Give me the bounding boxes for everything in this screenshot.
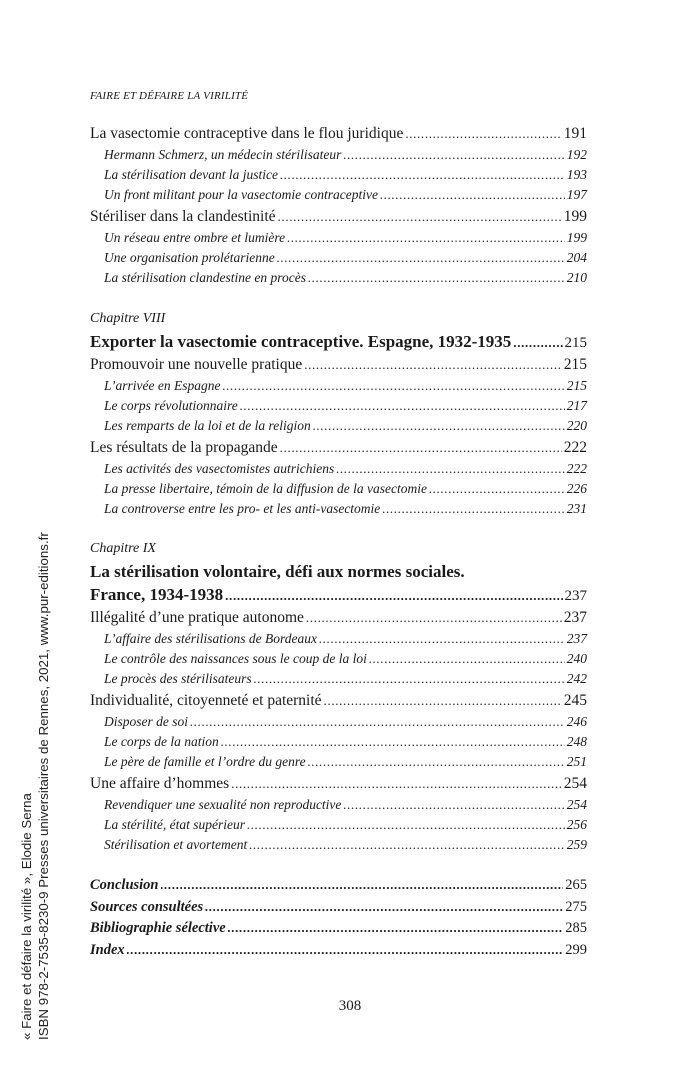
toc-subentry[interactable] <box>90 795 587 815</box>
toc-section <box>90 538 587 855</box>
toc-entry[interactable] <box>90 939 587 961</box>
entry-page: 215 <box>566 378 587 393</box>
dot-leader <box>304 353 562 376</box>
entry-page: 210 <box>566 270 587 285</box>
toc-entry[interactable] <box>90 436 587 459</box>
dot-leader <box>221 732 565 752</box>
toc-subentry[interactable] <box>90 712 587 732</box>
entry-page: 237 <box>563 609 587 626</box>
dot-leader <box>240 396 565 416</box>
dot-leader <box>249 835 565 855</box>
entry-page: 222 <box>563 439 587 456</box>
entry-title: France, 1934-1938 <box>90 585 224 604</box>
toc-entry[interactable] <box>90 874 587 896</box>
dot-leader <box>287 228 565 248</box>
entry-page: 193 <box>566 167 587 182</box>
entry-title: Un réseau entre ombre et lumière <box>104 230 286 245</box>
running-head: FAIRE ET DÉFAIRE LA VIRILITÉ <box>90 90 249 102</box>
entry-title: Une affaire d’hommes <box>90 775 230 792</box>
toc-subentry[interactable] <box>90 145 587 165</box>
toc-entry[interactable] <box>90 896 587 918</box>
toc-subentry[interactable] <box>90 396 587 416</box>
entry-page: 217 <box>566 398 587 413</box>
page-number: 308 <box>338 998 362 1014</box>
dot-leader <box>228 917 564 940</box>
table-of-contents <box>90 122 587 979</box>
dot-leader <box>429 479 565 499</box>
dot-leader <box>161 874 564 897</box>
toc-subentry[interactable] <box>90 459 587 479</box>
entry-title: La stérilisation clandestine en procès <box>104 270 306 285</box>
entry-page: 275 <box>565 898 587 915</box>
toc-subentry[interactable] <box>90 499 587 519</box>
entry-page: 251 <box>566 754 587 769</box>
toc-subentry[interactable] <box>90 416 587 436</box>
entry-page: 199 <box>566 230 587 245</box>
dot-leader <box>380 185 565 205</box>
toc-subentry[interactable] <box>90 669 587 689</box>
entry-title: Les activités des vasectomistes autrichiens <box>104 461 335 476</box>
entry-title: Sources consultées <box>90 898 204 915</box>
side-notice-line-2: ISBN 978-2-7535-8230-9 Presses universitaires de Rennes, 2021, www.pur-editions.fr <box>36 532 51 1040</box>
entry-page: 242 <box>566 671 587 686</box>
toc-subentry[interactable] <box>90 185 587 205</box>
entry-title: Le corps de la nation <box>104 734 219 749</box>
dot-leader <box>405 122 561 145</box>
entry-title: La stérilisation devant la justice <box>104 167 278 182</box>
entry-title: Individualité, citoyenneté et paternité <box>90 692 322 709</box>
toc-subentry[interactable] <box>90 376 587 396</box>
entry-page: 222 <box>566 461 587 476</box>
dot-leader <box>308 752 565 772</box>
dot-leader <box>222 376 564 396</box>
entry-title: Index <box>90 941 125 958</box>
entry-page: 259 <box>566 837 587 852</box>
toc-subentry[interactable] <box>90 228 587 248</box>
entry-title: Une organisation prolétarienne <box>104 250 275 265</box>
side-notice-line-1: « Faire et défaire la virilité », Elodie Serna <box>19 793 34 1040</box>
toc-subentry[interactable] <box>90 268 587 288</box>
toc-entry[interactable] <box>90 122 587 145</box>
toc-entry[interactable] <box>90 772 587 795</box>
dot-leader <box>513 330 562 354</box>
dot-leader <box>278 205 562 228</box>
entry-page: 237 <box>564 588 587 604</box>
toc-subentry[interactable] <box>90 629 587 649</box>
toc-subentry[interactable] <box>90 752 587 772</box>
dot-leader <box>336 459 565 479</box>
entry-title: Disposer de soi <box>104 714 188 729</box>
toc-entry[interactable] <box>90 353 587 376</box>
dot-leader <box>382 499 564 519</box>
toc-entry[interactable] <box>90 917 587 939</box>
entry-title: Conclusion <box>90 877 159 893</box>
entry-title: Un front militant pour la vasectomie contraceptive <box>104 187 378 202</box>
entry-title: L’arrivée en Espagne <box>104 378 221 393</box>
dot-leader <box>280 165 565 185</box>
entry-title: Les résultats de la propagande <box>90 439 278 456</box>
dot-leader <box>280 436 562 459</box>
entry-page: 226 <box>566 481 587 496</box>
entry-page: 191 <box>563 125 587 142</box>
entry-title: La vasectomie contraceptive dans le flou juridique <box>90 125 404 142</box>
dot-leader <box>313 416 565 436</box>
entry-title: Revendiquer une sexualité non reproductive <box>104 797 342 812</box>
dot-leader <box>225 583 562 607</box>
dot-leader <box>343 795 564 815</box>
toc-entry[interactable] <box>90 606 587 629</box>
entry-title: La stérilité, état supérieur <box>104 817 245 832</box>
chapter-label: Chapitre IX <box>90 541 156 556</box>
entry-page: 231 <box>566 501 587 516</box>
entry-title: Illégalité d’une pratique autonome <box>90 609 304 626</box>
dot-leader <box>254 669 565 689</box>
toc-subentry[interactable] <box>90 649 587 669</box>
dot-leader <box>343 145 564 165</box>
entry-page: 240 <box>566 651 587 666</box>
entry-page: 256 <box>566 817 587 832</box>
entry-page: 254 <box>566 797 587 812</box>
entry-page: 246 <box>566 714 587 729</box>
toc-entry[interactable] <box>90 689 587 712</box>
entry-title: Le père de famille et l’ordre du genre <box>104 754 306 769</box>
entry-title: Exporter la vasectomie contraceptive. Espagne, 1932-1935 <box>90 332 512 351</box>
entry-title: Hermann Schmerz, un médecin stérilisateur <box>104 147 342 162</box>
toc-subentry[interactable] <box>90 248 587 268</box>
dot-leader <box>324 689 562 712</box>
dot-leader <box>190 712 565 732</box>
chapter-label: Chapitre VIII <box>90 311 166 326</box>
entry-title: Promouvoir une nouvelle pratique <box>90 356 303 373</box>
toc-section <box>90 874 587 960</box>
entry-page: 215 <box>563 356 587 373</box>
entry-page: 204 <box>566 250 587 265</box>
dot-leader <box>308 268 565 288</box>
toc-subentry[interactable] <box>90 479 587 499</box>
entry-page: 237 <box>566 631 587 646</box>
dot-leader <box>231 772 562 795</box>
chapter-title[interactable] <box>90 560 587 583</box>
chapter-title[interactable] <box>90 583 587 606</box>
toc-subentry[interactable] <box>90 165 587 185</box>
entry-page: 199 <box>563 208 587 225</box>
entry-page: 245 <box>563 692 587 709</box>
entry-page: 220 <box>566 418 587 433</box>
toc-subentry[interactable] <box>90 835 587 855</box>
chapter-title[interactable] <box>90 330 587 353</box>
dot-leader <box>247 815 565 835</box>
entry-title: La stérilisation volontaire, défi aux normes sociales. <box>90 562 465 581</box>
entry-title: Stérilisation et avortement <box>104 837 248 852</box>
entry-page: 285 <box>565 920 587 936</box>
entry-title: La presse libertaire, témoin de la diffusion de la vasectomie <box>104 481 427 496</box>
entry-title: Stériliser dans la clandestinité <box>90 208 276 225</box>
entry-title: La controverse entre les pro- et les anti-vasectomie <box>104 501 381 516</box>
toc-section <box>90 308 587 519</box>
entry-page: 192 <box>566 147 587 162</box>
entry-page: 248 <box>566 734 587 749</box>
entry-title: Les remparts de la loi et de la religion <box>104 418 311 433</box>
dot-leader <box>306 606 562 629</box>
entry-page: 254 <box>563 775 587 792</box>
entry-title: Le procès des stérilisateurs <box>104 671 252 686</box>
entry-page: 197 <box>566 187 587 202</box>
dot-leader <box>127 939 564 962</box>
toc-entry[interactable] <box>90 205 587 228</box>
dot-leader <box>277 248 565 268</box>
entry-title: Le corps révolutionnaire <box>104 398 238 413</box>
side-copyright-notice <box>18 532 52 1040</box>
entry-title: Bibliographie sélective <box>90 920 226 936</box>
dot-leader <box>369 649 565 669</box>
entry-title: Le contrôle des naissances sous le coup de la loi <box>104 651 367 666</box>
toc-section <box>90 122 587 288</box>
toc-subentry[interactable] <box>90 815 587 835</box>
entry-page: 215 <box>564 335 587 351</box>
dot-leader <box>319 629 565 649</box>
dot-leader <box>205 896 563 919</box>
entry-page: 265 <box>565 877 587 893</box>
entry-title: L’affaire des stérilisations de Bordeaux <box>104 631 317 646</box>
entry-page: 299 <box>565 941 587 958</box>
toc-subentry[interactable] <box>90 732 587 752</box>
